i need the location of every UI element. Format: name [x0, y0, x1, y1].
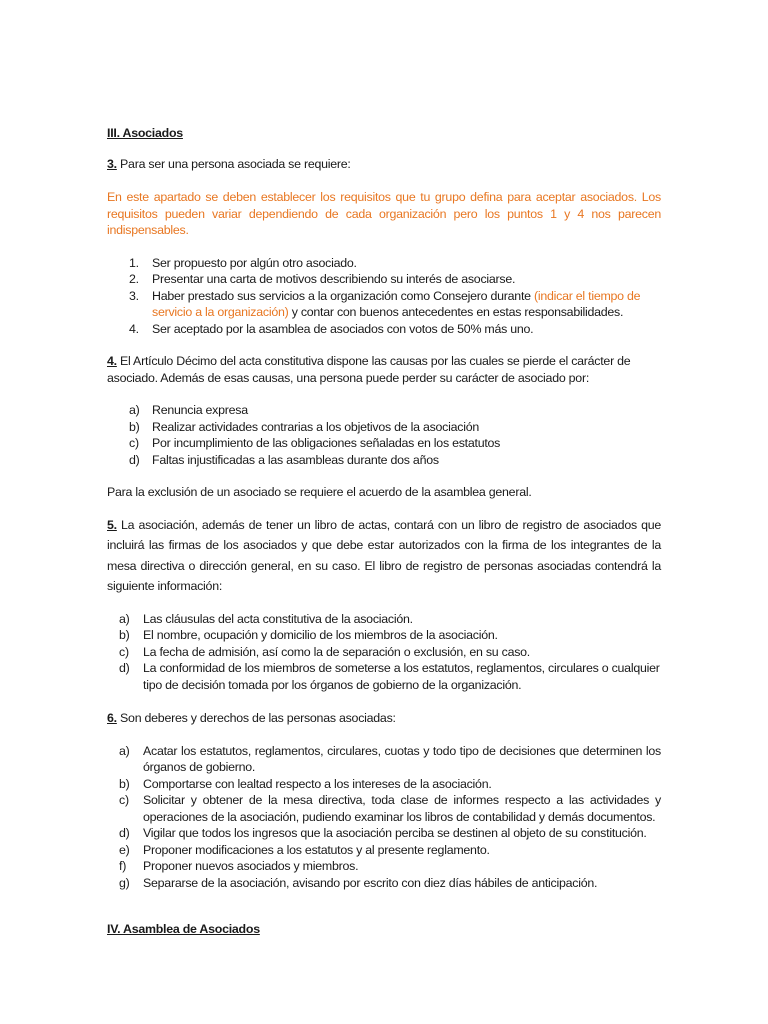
- list-item-text: y contar con buenos antecedentes en estas responsabilidades.: [288, 305, 624, 319]
- list-marker: 1.: [129, 255, 139, 270]
- causes-list: [107, 402, 661, 468]
- section-heading-asociados: III. Asociados: [107, 126, 183, 140]
- list-marker: b): [129, 419, 140, 434]
- exclusion-paragraph: Para la exclusión de un asociado se requiere el acuerdo de la asamblea general.: [107, 485, 532, 499]
- list-marker: 2.: [129, 272, 139, 286]
- list-item: [107, 825, 661, 842]
- list-item: [107, 321, 661, 338]
- document-page: [107, 125, 661, 938]
- list-item-text: Presentar una carta de motivos describiendo su interés de asociarse.: [152, 272, 516, 286]
- list-marker: d): [119, 661, 130, 675]
- list-item-text: Haber prestado sus servicios a la organización como Consejero durante: [152, 288, 534, 303]
- list-item-text: La conformidad de los miembros de someterse a los estatutos, reglamentos, circulares o cualquier tipo de decisión tomada por los órganos de gobierno de la organización.: [143, 661, 660, 692]
- list-item: [107, 402, 661, 419]
- paragraph-text: El Artículo Décimo del acta constitutiva dispone las causas por las cuales se pierde el carácter de asociado. Además de esas causas, una persona puede perder su carácter de asociado por:: [107, 354, 631, 385]
- list-item-text: Separarse de la asociación, avisando por escrito con diez días hábiles de anticipación.: [143, 875, 598, 890]
- list-marker: e): [119, 842, 130, 857]
- list-item-text: Proponer nuevos asociados y miembros.: [143, 859, 359, 873]
- list-item: [107, 660, 661, 693]
- highlight-text: (indicar el tiempo de servicio a la organización): [152, 288, 641, 319]
- list-marker: d): [119, 826, 130, 840]
- list-item: [107, 271, 661, 288]
- list-item: [107, 875, 661, 892]
- list-item: [107, 644, 661, 661]
- list-marker: 3.: [129, 288, 139, 303]
- paragraph-number: 6.: [107, 711, 117, 725]
- list-marker: d): [129, 452, 140, 467]
- list-item: [107, 842, 661, 859]
- paragraph-number: 5.: [107, 517, 117, 532]
- list-marker: a): [129, 403, 140, 417]
- list-item-text: Por incumplimiento de las obligaciones señaladas en los estatutos: [152, 436, 501, 450]
- list-marker: b): [119, 776, 130, 791]
- list-item-text: Vigilar que todos los ingresos que la asociación perciba se destinen al objeto de su constitución.: [143, 826, 647, 840]
- list-item-text: Proponer modificaciones a los estatutos y al presente reglamento.: [143, 842, 490, 857]
- list-marker: 4.: [129, 321, 139, 336]
- list-item-text: Las cláusulas del acta constitutiva de la asociación.: [143, 611, 413, 626]
- list-marker: c): [129, 436, 139, 450]
- list-marker: a): [119, 743, 130, 758]
- paragraph-4: [107, 353, 661, 386]
- list-item: [107, 255, 661, 272]
- list-item: [107, 627, 661, 644]
- list-marker: a): [119, 611, 130, 626]
- list-marker: c): [119, 644, 129, 659]
- list-item-text: Ser propuesto por algún otro asociado.: [152, 255, 357, 270]
- registry-list: [107, 611, 661, 694]
- duties-list: [107, 743, 661, 892]
- paragraph-number: 4.: [107, 354, 117, 368]
- list-item: [107, 452, 661, 469]
- paragraph-3: [107, 156, 661, 173]
- list-item: [107, 743, 661, 776]
- guidance-note: En este apartado se deben establecer los requisitos que tu grupo defina para aceptar asociados. Los requisitos pueden variar dependiendo de cada organización pero los puntos 1 y 4 nos parecen indispensables.: [107, 190, 661, 237]
- paragraph-number: 3.: [107, 156, 117, 171]
- paragraph-6: [107, 710, 661, 727]
- list-item-text: Renuncia expresa: [152, 403, 248, 417]
- list-marker: g): [119, 875, 130, 890]
- list-item: [107, 611, 661, 628]
- list-item-text: Comportarse con lealtad respecto a los intereses de la asociación.: [143, 776, 492, 791]
- list-item-text: Realizar actividades contrarias a los objetivos de la asociación: [152, 419, 479, 434]
- list-item: [107, 858, 661, 875]
- list-item-text: Ser aceptado por la asamblea de asociados con votos de 50% más uno.: [152, 321, 534, 336]
- paragraph-5: [107, 515, 661, 597]
- section-heading-asamblea: IV. Asamblea de Asociados: [107, 922, 260, 936]
- list-item: [107, 419, 661, 436]
- list-item: [107, 792, 661, 825]
- list-marker: f): [119, 859, 127, 873]
- list-item-text: La fecha de admisión, así como la de separación o exclusión, en su caso.: [143, 644, 531, 659]
- requirements-list: [107, 255, 661, 338]
- list-item-text: Faltas injustificadas a las asambleas durante dos años: [152, 452, 439, 467]
- paragraph-text: Son deberes y derechos de las personas asociadas:: [116, 711, 396, 725]
- list-marker: c): [119, 793, 129, 807]
- paragraph-text: La asociación, además de tener un libro de actas, contará con un libro de registro de asociados que incluirá las firmas de los asociados y que debe estar autorizados con la firma de los integrantes de la mesa directiva o dirección general, en su caso. El libro de registro de personas asociadas contendrá la siguiente información:: [107, 517, 661, 593]
- list-item-text: El nombre, ocupación y domicilio de los miembros de la asociación.: [143, 628, 498, 642]
- list-item-text: Acatar los estatutos, reglamentos, circulares, cuotas y todo tipo de decisiones que determinen los órganos de gobierno.: [143, 743, 661, 774]
- list-item: [107, 288, 661, 321]
- list-item: [107, 776, 661, 793]
- list-marker: b): [119, 628, 130, 642]
- paragraph-text: Para ser una persona asociada se requiere:: [116, 156, 351, 171]
- list-item-text: Solicitar y obtener de la mesa directiva, toda clase de informes respecto a las actividades y operaciones de la asociación, pudiendo examinar los libros de contabilidad y demás documentos.: [143, 793, 661, 824]
- list-item: [107, 435, 661, 452]
